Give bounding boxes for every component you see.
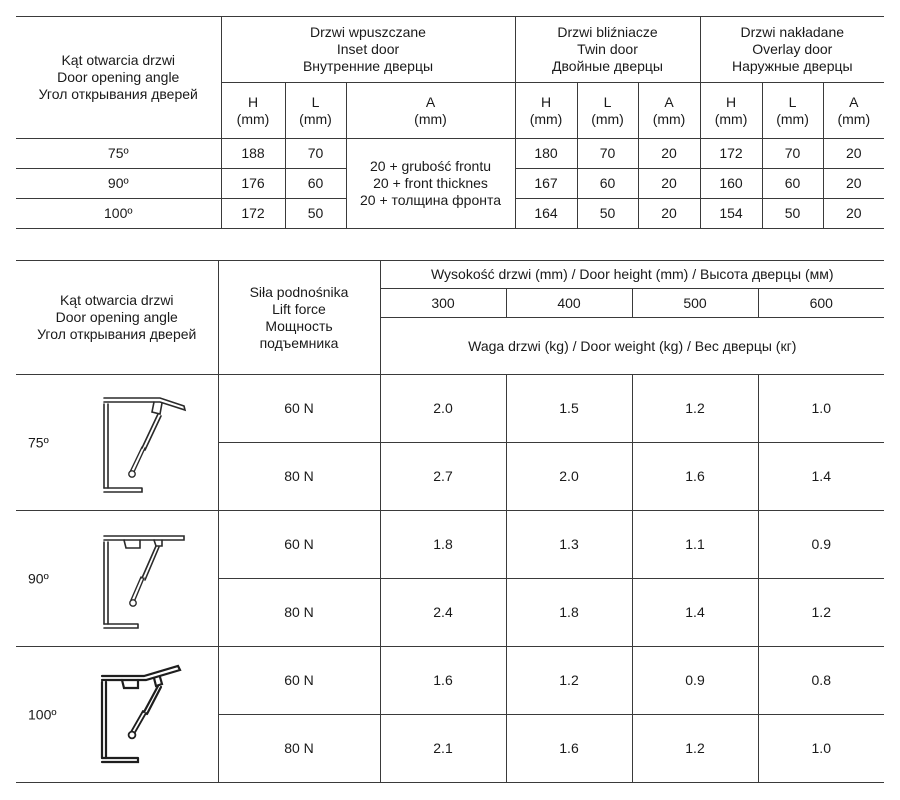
lift-force-value: 80 N [218,443,380,511]
angle-label: 75º [28,434,49,450]
weight-value: 1.0 [758,715,884,783]
weight-value: 2.7 [380,443,506,511]
weight-value: 2.0 [506,443,632,511]
weight-value: 1.2 [632,375,758,443]
angle-header-cell: Kąt otwarcia drzwi Door opening angle Угол открывания дверей [16,17,221,139]
weight-value: 1.2 [506,647,632,715]
angle-value: 75º [16,139,221,169]
height-400: 400 [506,289,632,318]
twin-a-header: A (mm) [638,83,700,139]
height-300: 300 [380,289,506,318]
overlay-a-value: 20 [823,199,884,229]
lift-mechanism-90-icon [98,526,198,632]
inset-l-value: 70 [285,139,346,169]
inset-l-value: 60 [285,169,346,199]
twin-a-value: 20 [638,139,700,169]
table-row [16,139,884,169]
weight-value: 1.2 [632,715,758,783]
lift-mechanism-75-icon [98,390,198,496]
angle-group-90 [16,511,218,647]
weight-value: 1.6 [380,647,506,715]
lift-force-value: 60 N [218,511,380,579]
inset-h-value: 172 [221,199,285,229]
angle-group-100 [16,647,218,783]
weight-value: 1.6 [506,715,632,783]
weight-value: 1.4 [758,443,884,511]
lift-mechanism-100-icon [98,662,198,768]
twin-l-value: 60 [577,169,638,199]
inset-h-header: H (mm) [221,83,285,139]
inset-l-value: 50 [285,199,346,229]
angle-header-cell: Kąt otwarcia drzwi Door opening angle Угол открывания дверей [16,261,218,375]
lift-force-value: 80 N [218,579,380,647]
height-600: 600 [758,289,884,318]
overlay-l-value: 50 [762,199,823,229]
angle-value: 90º [16,169,221,199]
overlay-l-header: L (mm) [762,83,823,139]
weight-value: 2.1 [380,715,506,783]
overlay-h-value: 172 [700,139,762,169]
lift-force-value: 80 N [218,715,380,783]
twin-l-value: 50 [577,199,638,229]
inset-door-header: Drzwi wpuszczane Inset door Внутренние дверцы [221,17,515,83]
twin-h-value: 167 [515,169,577,199]
table-row [16,511,884,579]
weight-value: 0.8 [758,647,884,715]
inset-a-note: 20 + grubość frontu 20 + front thicknes 20 + толщина фронта [346,139,515,229]
weight-value: 1.5 [506,375,632,443]
overlay-door-header: Drzwi nakładane Overlay door Наружные дверцы [700,17,884,83]
weight-value: 1.6 [632,443,758,511]
overlay-a-header: A (mm) [823,83,884,139]
opening-angle-dimensions-table [16,16,884,229]
weight-value: 1.1 [632,511,758,579]
weight-value: 1.2 [758,579,884,647]
weight-value: 0.9 [632,647,758,715]
overlay-l-value: 70 [762,139,823,169]
weight-value: 0.9 [758,511,884,579]
weight-value: 1.3 [506,511,632,579]
inset-h-value: 176 [221,169,285,199]
overlay-a-value: 20 [823,139,884,169]
twin-a-value: 20 [638,199,700,229]
table-row [16,375,884,443]
inset-l-header: L (mm) [285,83,346,139]
twin-a-value: 20 [638,169,700,199]
weight-value: 1.0 [758,375,884,443]
twin-h-header: H (mm) [515,83,577,139]
weight-value: 2.4 [380,579,506,647]
weight-value: 2.0 [380,375,506,443]
angle-group-75 [16,375,218,511]
angle-value: 100º [16,199,221,229]
overlay-l-value: 60 [762,169,823,199]
door-weight-header: Waga drzwi (kg) / Door weight (kg) / Вес дверцы (кг) [380,318,884,375]
twin-door-header: Drzwi bliźniacze Twin door Двойные дверцы [515,17,700,83]
overlay-h-value: 154 [700,199,762,229]
table-row [16,647,884,715]
door-height-header: Wysokość drzwi (mm) / Door height (mm) / Высота дверцы (мм) [380,261,884,289]
lift-force-header: Siła podnośnika Lift force Мощность подъемника [218,261,380,375]
lift-force-weight-table [16,260,884,783]
angle-label: 90º [28,570,49,586]
overlay-a-value: 20 [823,169,884,199]
lift-force-value: 60 N [218,375,380,443]
weight-value: 1.8 [506,579,632,647]
inset-a-header: A (mm) [346,83,515,139]
twin-h-value: 164 [515,199,577,229]
twin-l-header: L (mm) [577,83,638,139]
twin-l-value: 70 [577,139,638,169]
angle-label: 100º [28,706,57,722]
twin-h-value: 180 [515,139,577,169]
inset-h-value: 188 [221,139,285,169]
weight-value: 1.4 [632,579,758,647]
lift-force-value: 60 N [218,647,380,715]
overlay-h-value: 160 [700,169,762,199]
height-500: 500 [632,289,758,318]
overlay-h-header: H (mm) [700,83,762,139]
weight-value: 1.8 [380,511,506,579]
